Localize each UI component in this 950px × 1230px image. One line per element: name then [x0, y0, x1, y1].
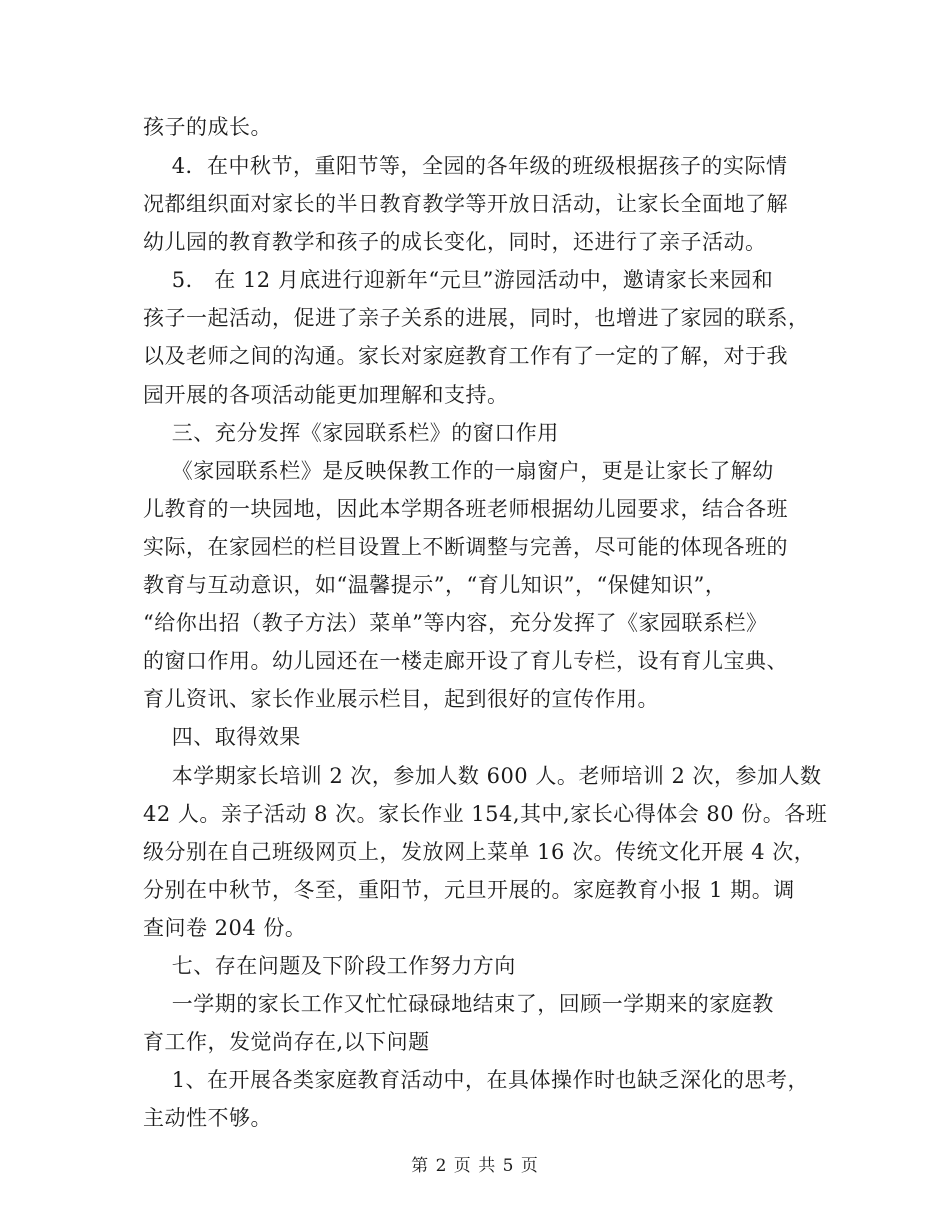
text-line: 教育与互动意识，如“温馨提示”，“育儿知识”，“保健知识”，	[143, 573, 727, 597]
text-line: 况都组织面对家长的半日教育教学等开放日活动，让家长全面地了解	[143, 192, 788, 216]
text-line: 一学期的家长工作又忙忙碌碌地结束了，回顾一学期来的家庭教	[143, 992, 774, 1016]
section-heading: 四、取得效果	[143, 725, 301, 749]
section-heading: 七、存在问题及下阶段工作努力方向	[143, 954, 516, 978]
text-line: 主动性不够。	[143, 1106, 272, 1130]
page-number: 第 2 页 共 5 页	[411, 1156, 539, 1176]
text-line: 查问卷 204 份。	[143, 916, 307, 940]
text-line: 《家园联系栏》是反映保教工作的一扇窗户，更是让家长了解幼	[143, 459, 774, 483]
text-line: 育工作，发觉尚存在,以下问题	[143, 1030, 430, 1054]
text-line: 儿教育的一块园地，因此本学期各班老师根据幼儿园要求，结合各班	[143, 497, 788, 521]
text-line: 4．在中秋节，重阳节等，全园的各年级的班级根据孩子的实际情	[143, 154, 788, 178]
text-line: 育儿资讯、家长作业展示栏目，起到很好的宣传作用。	[143, 687, 659, 711]
text-line: 的窗口作用。幼儿园还在一楼走廊开设了育儿专栏，设有育儿宝典、	[143, 649, 788, 673]
text-line: 级分别在自己班级网页上，发放网上菜单 16 次。传统文化开展 4 次，	[143, 840, 816, 864]
section-heading: 三、充分发挥《家园联系栏》的窗口作用	[143, 421, 559, 445]
text-line: 幼儿园的教育教学和孩子的成长变化，同时，还进行了亲子活动。	[143, 230, 767, 254]
text-line: 孩子的成长。	[143, 115, 272, 139]
text-line: 以及老师之间的沟通。家长对家庭教育工作有了一定的了解，对于我	[143, 344, 788, 368]
text-line: 本学期家长培训 2 次，参加人数 600 人。老师培训 2 次，参加人数	[143, 764, 822, 788]
text-line: 实际，在家园栏的栏目设置上不断调整与完善，尽可能的体现各班的	[143, 535, 788, 559]
text-line: 5. 在 12 月底进行迎新年“元旦”游园活动中，邀请家长来园和	[143, 268, 774, 292]
text-line: 园开展的各项活动能更加理解和支持。	[143, 383, 509, 407]
text-line: 孩子一起活动，促进了亲子关系的进展，同时，也增进了家园的联系，	[143, 306, 810, 330]
text-line: 42 人。亲子活动 8 次。家长作业 154,其中,家长心得体会 80 份。各班	[143, 802, 828, 826]
text-line: 分别在中秋节，冬至，重阳节，元旦开展的。家庭教育小报 1 期。调	[143, 878, 795, 902]
text-line: 1、在开展各类家庭教育活动中，在具体操作时也缺乏深化的思考，	[143, 1068, 810, 1092]
text-line: “给你出招（教子方法）菜单”等内容，充分发挥了《家园联系栏》	[143, 611, 768, 635]
